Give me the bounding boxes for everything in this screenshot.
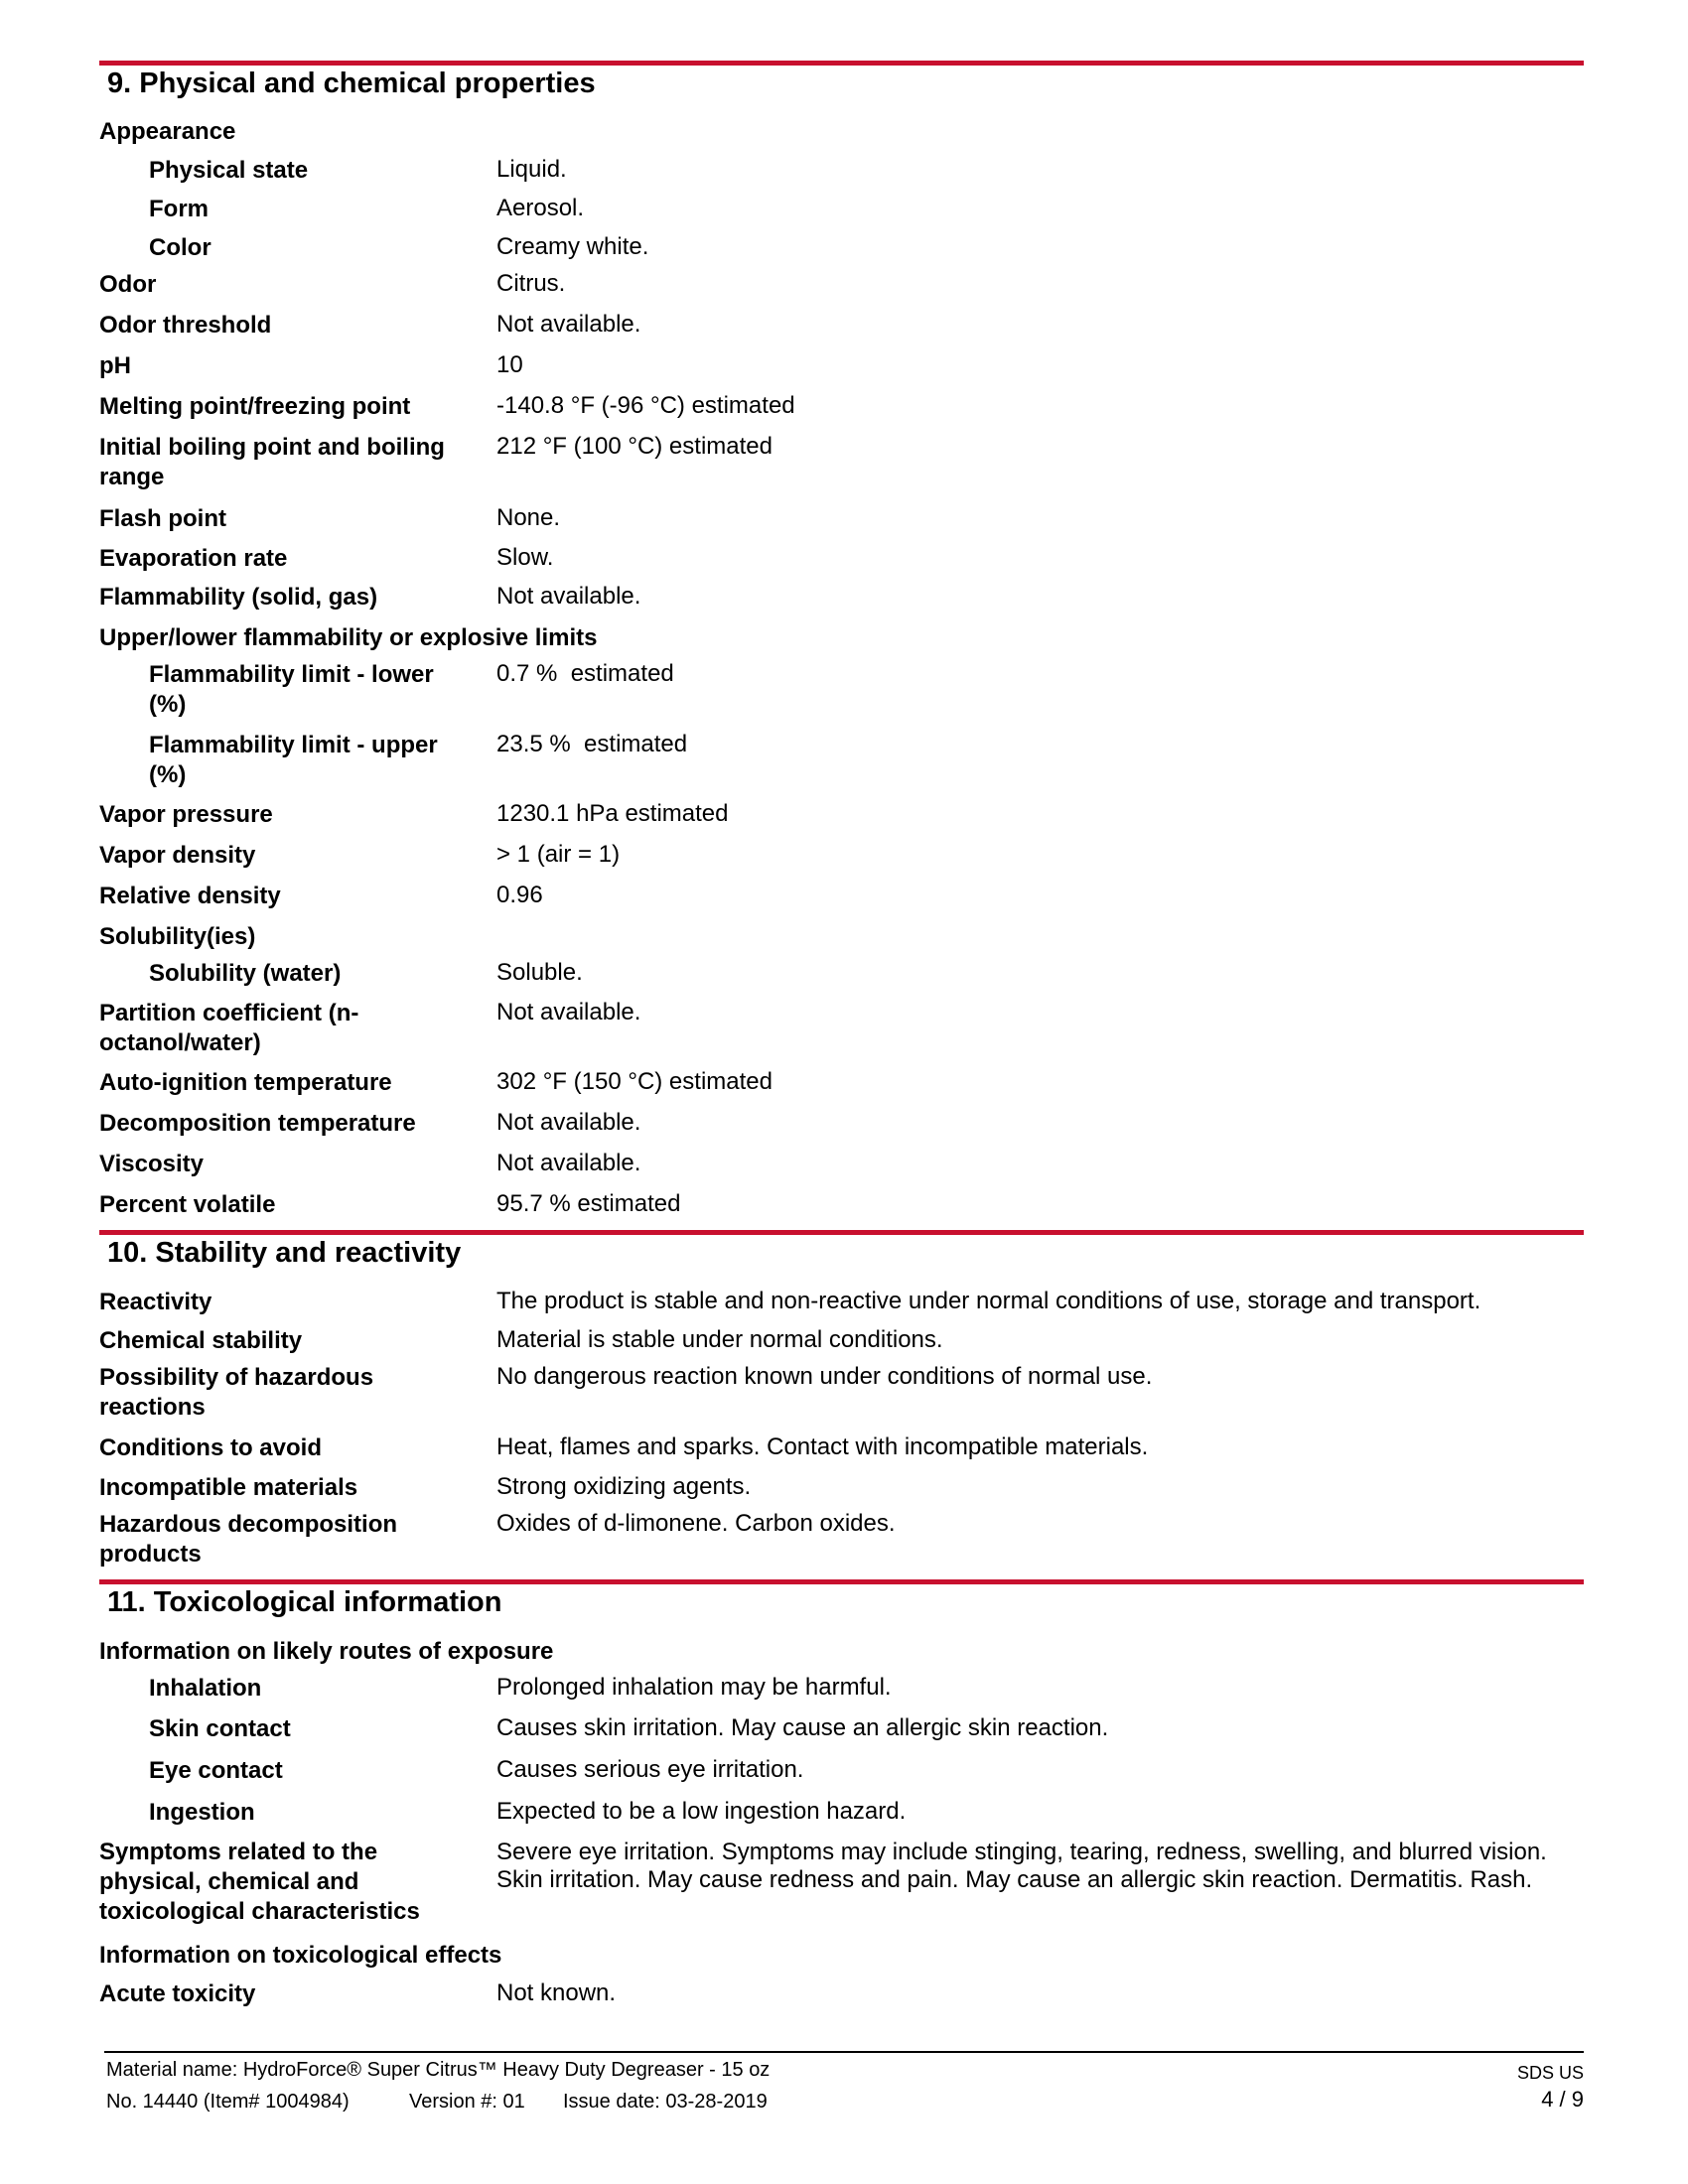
flammability-label: Flammability (solid, gas) [99, 584, 378, 611]
inhalation-label: Inhalation [149, 1675, 262, 1702]
ingestion-label: Ingestion [149, 1799, 255, 1826]
conditions-to-avoid-label: Conditions to avoid [99, 1434, 322, 1461]
ingestion-value: Expected to be a low ingestion hazard. [496, 1798, 907, 1825]
footer-page-number: 4 / 9 [1541, 2087, 1584, 2112]
flammability-upper-value: 23.5 % estimated [496, 731, 688, 757]
vapor-density-label: Vapor density [99, 842, 256, 869]
toxicological-effects-label: Information on toxicological effects [99, 1942, 502, 1969]
section-divider [99, 1579, 1584, 1584]
section-10-title: 10. Stability and reactivity [107, 1237, 462, 1269]
footer-version: Version #: 01 [409, 2091, 525, 2113]
solubility-water-label: Solubility (water) [149, 960, 342, 987]
flammability-lower-value: 0.7 % estimated [496, 660, 674, 687]
hazardous-reactions-label: Possibility of hazardous reactions [99, 1364, 374, 1421]
viscosity-value: Not available. [496, 1150, 641, 1176]
boiling-point-value: 212 °F (100 °C) estimated [496, 433, 773, 460]
skin-contact-value: Causes skin irritation. May cause an allergic skin reaction. [496, 1714, 1109, 1741]
eye-contact-label: Eye contact [149, 1757, 283, 1784]
section-9-title: 9. Physical and chemical properties [107, 68, 596, 99]
footer-item-number: No. 14440 (Item# 1004984) [106, 2091, 350, 2113]
footer-issue-date: Issue date: 03-28-2019 [563, 2091, 768, 2113]
acute-toxicity-label: Acute toxicity [99, 1980, 256, 2007]
odor-value: Citrus. [496, 270, 566, 297]
eye-contact-value: Causes serious eye irritation. [496, 1756, 804, 1783]
evaporation-rate-value: Slow. [496, 544, 554, 571]
evaporation-rate-label: Evaporation rate [99, 545, 288, 572]
skin-contact-label: Skin contact [149, 1715, 291, 1742]
viscosity-label: Viscosity [99, 1151, 204, 1177]
melting-point-value: -140.8 °F (-96 °C) estimated [496, 392, 795, 419]
vapor-pressure-value: 1230.1 hPa estimated [496, 800, 729, 827]
incompatible-materials-label: Incompatible materials [99, 1474, 358, 1501]
section-11-title: 11. Toxicological information [107, 1586, 502, 1618]
solubility-water-value: Soluble. [496, 959, 583, 986]
form-label: Form [149, 196, 209, 222]
section-divider [99, 61, 1584, 66]
form-value: Aerosol. [496, 195, 585, 221]
flammability-upper-label: Flammability limit - upper (%) [149, 732, 438, 788]
routes-of-exposure-label: Information on likely routes of exposure [99, 1638, 554, 1665]
section-divider [99, 1230, 1584, 1235]
decomposition-temp-label: Decomposition temperature [99, 1110, 416, 1137]
ph-label: pH [99, 352, 131, 379]
percent-volatile-value: 95.7 % estimated [496, 1190, 681, 1217]
odor-label: Odor [99, 271, 157, 298]
chemical-stability-value: Material is stable under normal conditions. [496, 1326, 943, 1353]
appearance-label: Appearance [99, 118, 236, 145]
decomposition-temp-value: Not available. [496, 1109, 641, 1136]
melting-point-label: Melting point/freezing point [99, 393, 411, 420]
autoignition-label: Auto-ignition temperature [99, 1069, 392, 1096]
reactivity-label: Reactivity [99, 1289, 212, 1315]
vapor-density-value: > 1 (air = 1) [496, 841, 621, 868]
physical-state-label: Physical state [149, 157, 309, 184]
flash-point-value: None. [496, 504, 561, 531]
flammability-limits-label: Upper/lower flammability or explosive limits [99, 624, 598, 651]
hazardous-decomposition-value: Oxides of d-limonene. Carbon oxides. [496, 1510, 896, 1537]
inhalation-value: Prolonged inhalation may be harmful. [496, 1674, 892, 1701]
color-value: Creamy white. [496, 233, 649, 260]
relative-density-value: 0.96 [496, 882, 543, 908]
relative-density-label: Relative density [99, 883, 281, 909]
boiling-point-label: Initial boiling point and boiling range [99, 434, 445, 490]
footer-material-name: Material name: HydroForce® Super Citrus™ Heavy Duty Degreaser - 15 oz [106, 2059, 771, 2081]
solubilities-label: Solubility(ies) [99, 923, 256, 950]
hazardous-decomposition-label: Hazardous decomposition products [99, 1511, 398, 1568]
hazardous-reactions-value: No dangerous reaction known under conditions of normal use. [496, 1363, 1153, 1390]
odor-threshold-value: Not available. [496, 311, 641, 338]
incompatible-materials-value: Strong oxidizing agents. [496, 1473, 752, 1500]
flammability-lower-label: Flammability limit - lower (%) [149, 661, 434, 718]
reactivity-value: The product is stable and non-reactive under normal conditions of use, storage and transport. [496, 1288, 1481, 1314]
footer-divider [104, 2051, 1584, 2053]
conditions-to-avoid-value: Heat, flames and sparks. Contact with incompatible materials. [496, 1433, 1149, 1460]
footer-sds-label: SDS US [1516, 2063, 1584, 2083]
percent-volatile-label: Percent volatile [99, 1191, 276, 1218]
symptoms-value: Severe eye irritation. Symptoms may include stinging, tearing, redness, swelling, and blurred vision. Skin irritation. May cause redness and pain. May cause an allergic skin reaction. Dermatitis. Rash. [496, 1839, 1547, 1893]
flammability-value: Not available. [496, 583, 641, 610]
autoignition-value: 302 °F (150 °C) estimated [496, 1068, 773, 1095]
flash-point-label: Flash point [99, 505, 226, 532]
partition-coefficient-value: Not available. [496, 999, 641, 1025]
odor-threshold-label: Odor threshold [99, 312, 272, 339]
color-label: Color [149, 234, 211, 261]
acute-toxicity-value: Not known. [496, 1979, 617, 2006]
ph-value: 10 [496, 351, 523, 378]
physical-state-value: Liquid. [496, 156, 567, 183]
vapor-pressure-label: Vapor pressure [99, 801, 273, 828]
chemical-stability-label: Chemical stability [99, 1327, 303, 1354]
partition-coefficient-label: Partition coefficient (n-octanol/water) [99, 1000, 359, 1056]
symptoms-label: Symptoms related to the physical, chemical and toxicological characteristics [99, 1839, 420, 1925]
